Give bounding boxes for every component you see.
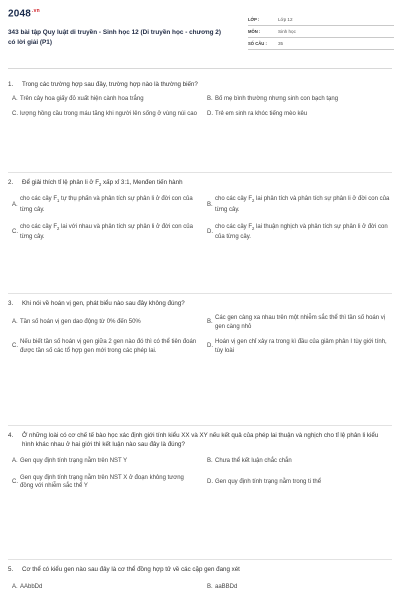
question-3 bbox=[8, 299, 392, 355]
option-text: Trên cây hoa giấy đỏ xuất hiện cành hoa trắng bbox=[20, 96, 144, 102]
option-b[interactable] bbox=[203, 95, 392, 104]
options bbox=[8, 583, 392, 592]
option-text: AAbbDd bbox=[20, 584, 43, 590]
question-stem bbox=[8, 80, 392, 89]
option-text: Tần số hoán vị gen dao động từ 0% đến 50% bbox=[20, 319, 141, 326]
question-text: Để giải thích tỉ lệ phân li ở $F_2$ xấp xỉ 3:1, Menđen tiến hành bbox=[22, 179, 183, 188]
meta-label: SỐ CÂU : bbox=[248, 41, 267, 46]
meta-row-class bbox=[248, 14, 394, 26]
option-letter: A. bbox=[12, 458, 18, 464]
option-a[interactable] bbox=[8, 457, 197, 466]
option-d[interactable] bbox=[203, 338, 392, 355]
option-letter: B. bbox=[207, 201, 213, 208]
option-text: Gen quy định tính trạng nằm trong ti thể bbox=[215, 478, 322, 485]
option-letter: D. bbox=[207, 478, 213, 485]
brand-number: 2048 bbox=[8, 8, 32, 20]
option-text: Hoán vị gen chỉ xảy ra trong kì đầu của giảm phân I tùy giới tính, tùy loài bbox=[215, 339, 387, 354]
option-text: Gen quy định tính trạng nằm trên NST Y bbox=[20, 458, 128, 464]
option-text: cho các cây $F_2$ lai thuận nghịch và phân tích sự phân li ở đời con của từng cây. bbox=[215, 223, 388, 241]
option-letter: D. bbox=[207, 343, 213, 350]
option-b[interactable] bbox=[203, 314, 392, 331]
option-letter: A. bbox=[12, 319, 18, 326]
question-number: 3. bbox=[8, 300, 14, 307]
option-a[interactable] bbox=[8, 314, 197, 331]
question-number: 2. bbox=[8, 179, 14, 186]
option-letter: D. bbox=[207, 229, 213, 235]
options bbox=[8, 457, 392, 491]
option-b[interactable] bbox=[203, 195, 392, 214]
option-text: cho các cây $F_2$ lai phân tích và phân tích sự phân li ở đời con của từng cây. bbox=[215, 196, 390, 214]
question-stem bbox=[8, 431, 392, 449]
meta-value: Sinh học bbox=[278, 29, 296, 34]
option-text: Trẻ em sinh ra khóc tiếng mèo kêu bbox=[215, 110, 308, 117]
option-letter: B. bbox=[207, 319, 213, 326]
header-divider bbox=[8, 68, 392, 69]
question-4 bbox=[8, 431, 392, 491]
option-letter: B. bbox=[207, 458, 213, 464]
option-text: Các gen càng xa nhau trên một nhiễm sắc thể thì tần số hoán vị gen càng nhỏ bbox=[215, 315, 386, 330]
option-text: cho các cây $F_2$ lai với nhau và phân tích sự phân li ở đời con của từng cây. bbox=[20, 223, 193, 241]
question-text: Khi nói về hoán vị gen, phát biểu nào sau đây không đúng? bbox=[22, 300, 185, 307]
question-2 bbox=[8, 178, 392, 242]
option-b[interactable] bbox=[203, 457, 392, 466]
question-divider bbox=[8, 293, 392, 294]
question-text: Trong các trường hợp sau đây, trường hợp nào là thường biến? bbox=[22, 81, 198, 88]
option-c[interactable] bbox=[8, 338, 197, 355]
question-stem bbox=[8, 178, 392, 189]
option-d[interactable] bbox=[203, 223, 392, 242]
option-a[interactable] bbox=[8, 95, 197, 104]
options bbox=[8, 314, 392, 355]
option-letter: A. bbox=[12, 201, 18, 208]
option-letter: A. bbox=[12, 584, 18, 590]
option-letter: B. bbox=[207, 584, 213, 590]
option-text: Nếu biết tần số hoán vị gen giữa 2 gen nào đó thì có thể tiên đoán được tần số các tổ hợp gen mới trong các phép lai. bbox=[20, 339, 197, 354]
option-letter: B. bbox=[207, 96, 213, 102]
option-letter: C. bbox=[12, 229, 18, 235]
meta-row-count bbox=[248, 38, 394, 50]
option-text: lượng hồng cầu trong máu tăng khi người lên sống ở vùng núi cao bbox=[20, 110, 197, 117]
options bbox=[8, 195, 392, 242]
options bbox=[8, 95, 392, 118]
question-number: 4. bbox=[8, 432, 14, 439]
brand-suffix: .vn bbox=[32, 8, 40, 14]
meta-value: Lớp 12 bbox=[278, 17, 293, 22]
option-letter: D. bbox=[207, 110, 213, 117]
option-c[interactable] bbox=[8, 223, 197, 242]
question-divider bbox=[8, 425, 392, 426]
meta-row-subject bbox=[248, 26, 394, 38]
option-text: Gen quy định tính trạng nằm trên NST X ở đoạn không tương đồng với nhiễm sắc thể Y bbox=[20, 474, 184, 490]
option-d[interactable] bbox=[203, 474, 392, 491]
question-text: Cơ thể có kiểu gen nào sau đây là cơ thể đồng hợp tử về các cặp gen đang xét bbox=[22, 566, 240, 573]
option-d[interactable] bbox=[203, 110, 392, 119]
question-1 bbox=[8, 80, 392, 118]
document-title: 343 bài tập Quy luật di truyền - Sinh học 12 (Di truyền học - chương 2) có lời giải (P1) bbox=[8, 29, 221, 46]
option-letter: C. bbox=[12, 478, 18, 485]
question-number: 5. bbox=[8, 566, 14, 573]
option-b[interactable] bbox=[203, 583, 392, 592]
meta-label: MÔN : bbox=[248, 29, 261, 34]
question-stem bbox=[8, 299, 392, 308]
option-text: Chưa thể kết luận chắc chắn bbox=[215, 458, 292, 464]
meta-info bbox=[248, 14, 394, 50]
option-a[interactable] bbox=[8, 195, 197, 214]
page-header bbox=[0, 0, 400, 64]
question-5 bbox=[8, 565, 392, 592]
question-stem bbox=[8, 565, 392, 574]
option-c[interactable] bbox=[8, 110, 197, 119]
meta-label: LỚP : bbox=[248, 17, 260, 22]
option-c[interactable] bbox=[8, 474, 197, 491]
question-divider bbox=[8, 172, 392, 173]
option-text: aaBBDd bbox=[215, 584, 238, 590]
option-text: Bố mẹ bình thường nhưng sinh con bạch tạng bbox=[215, 96, 339, 102]
brand-logo[interactable] bbox=[8, 8, 40, 19]
option-a[interactable] bbox=[8, 583, 197, 592]
option-letter: A. bbox=[12, 96, 18, 102]
meta-value: 35 bbox=[278, 41, 284, 46]
question-text: Ở những loài có cơ chế tế bào học xác định giới tính kiểu XX và XY nếu kết quả của phép lai thuận và nghịch cho tỉ lệ phân li kiểu hình khác nhau ở hai giới thì kết luận nào sau đây là đúng? bbox=[22, 432, 379, 448]
option-letter: C. bbox=[12, 343, 18, 350]
question-number: 1. bbox=[8, 81, 14, 88]
option-text: cho các cây $F_1$ tự thụ phấn và phân tích sự phân li ở đời con của từng cây. bbox=[20, 196, 193, 214]
option-letter: C. bbox=[12, 110, 18, 117]
question-divider bbox=[8, 559, 392, 560]
